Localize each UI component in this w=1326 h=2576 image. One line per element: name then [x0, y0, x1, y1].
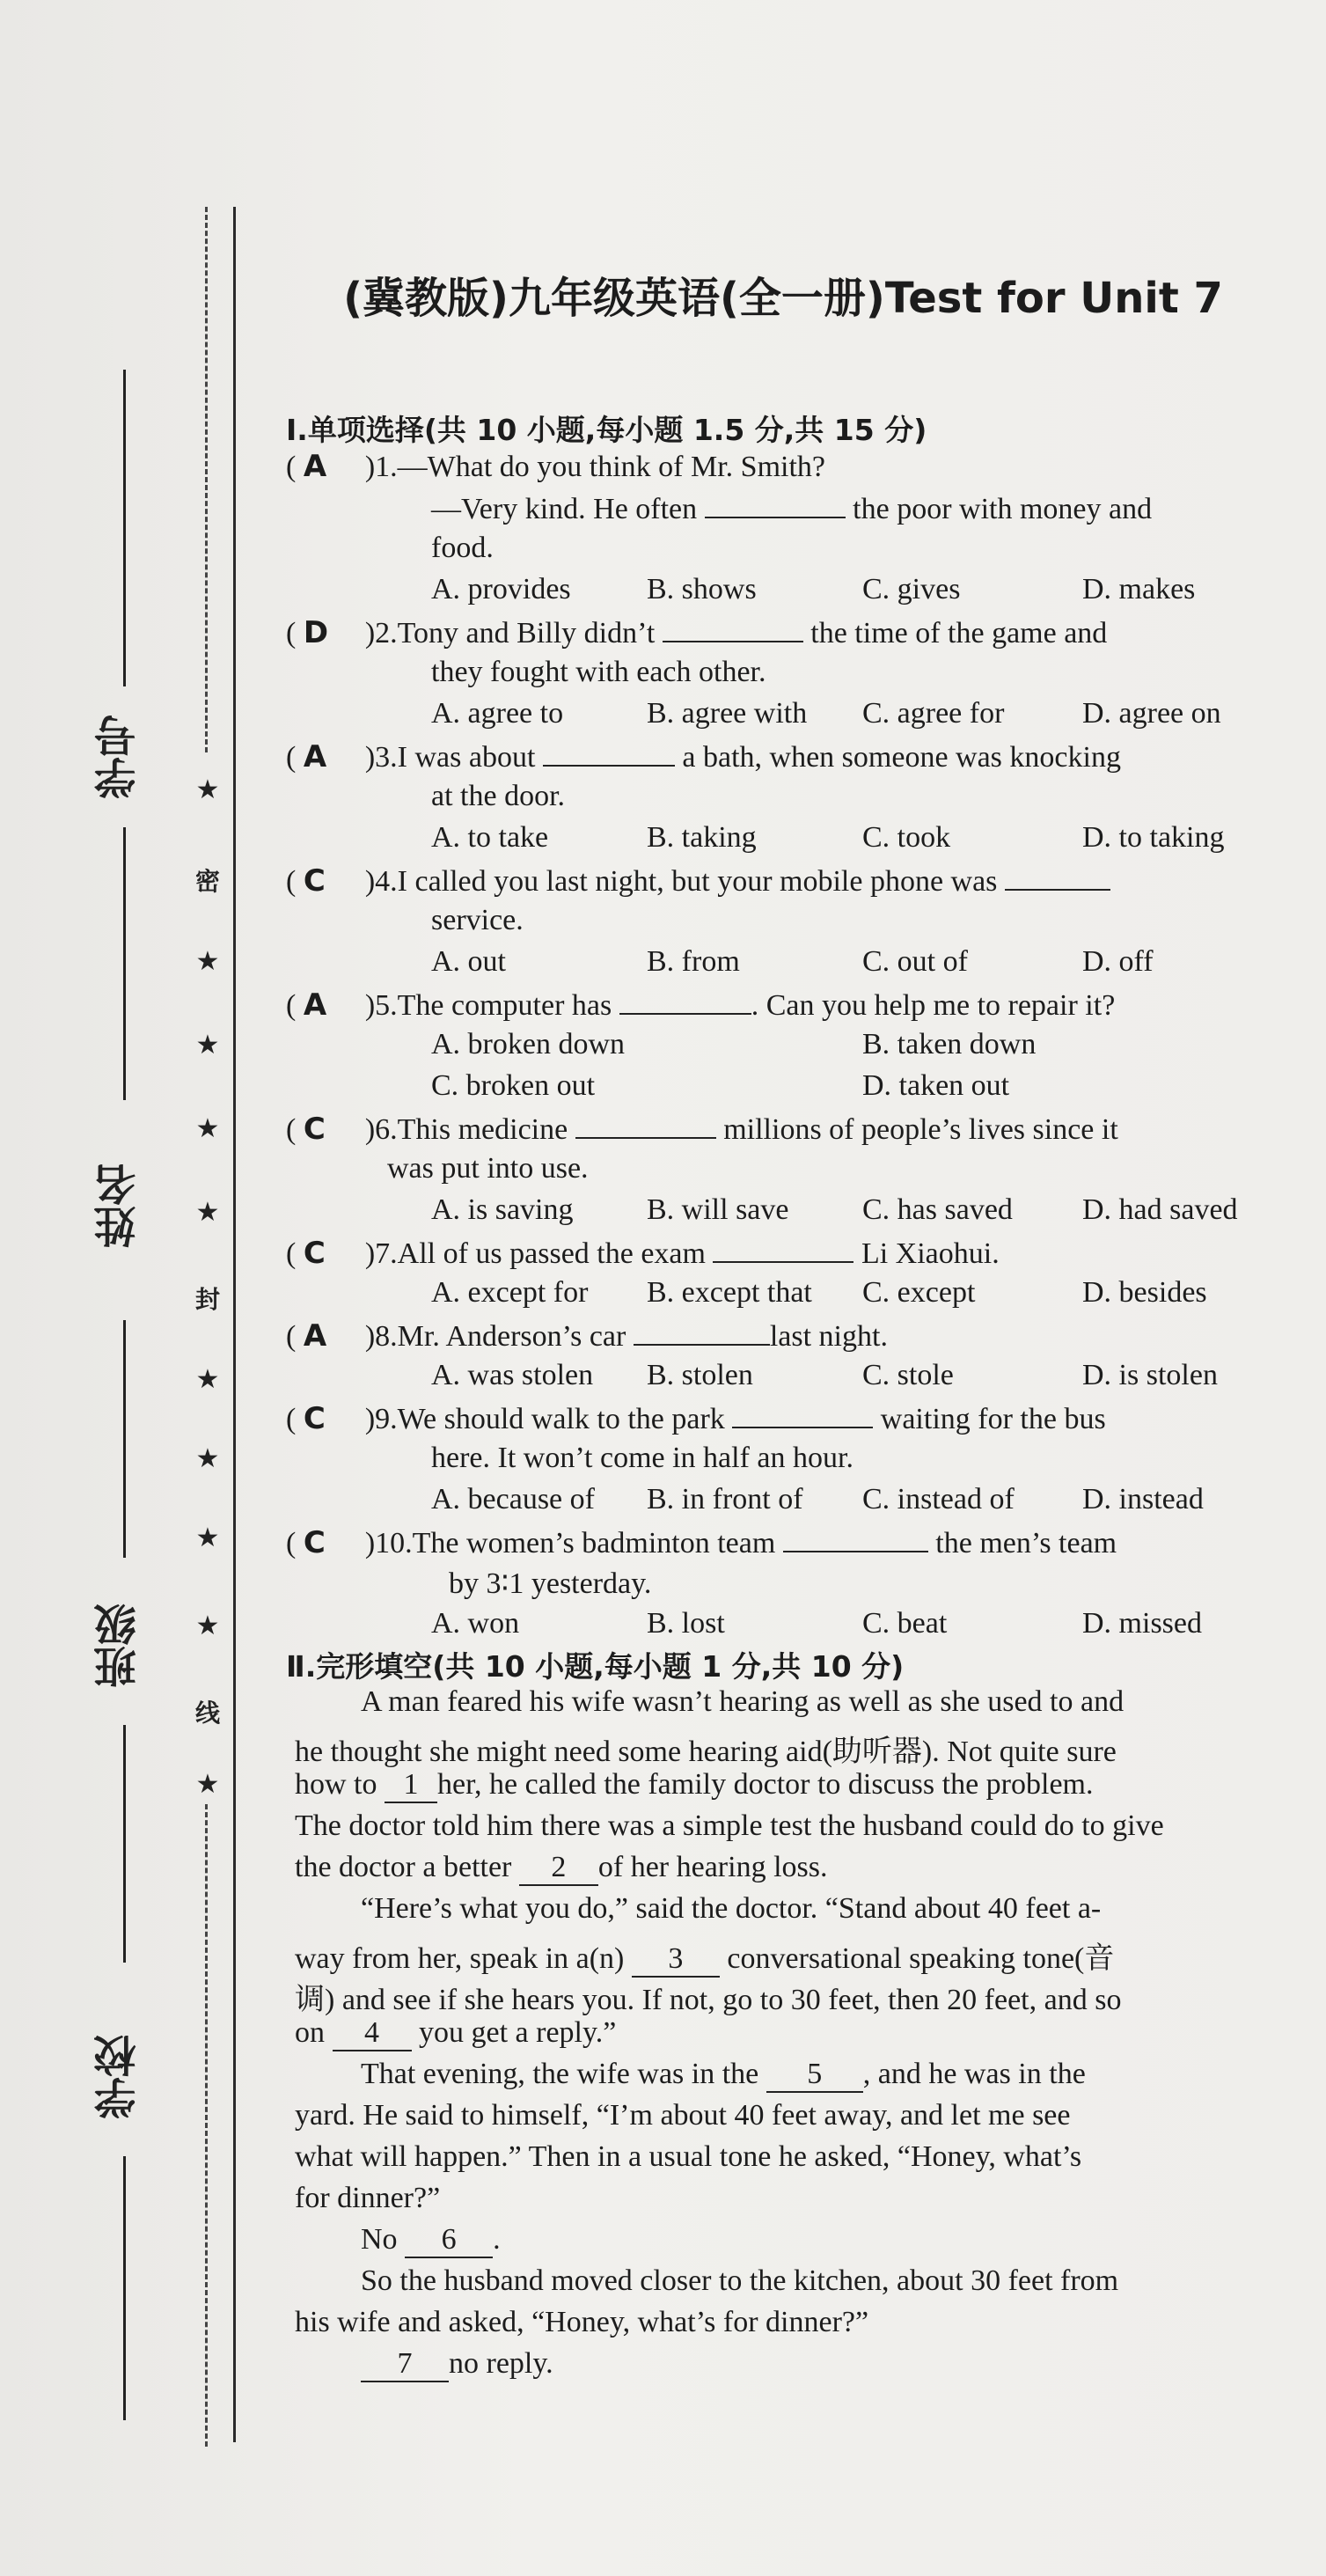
question-6: ( C )6.This medicine millions of people’s lives since it [286, 1112, 1118, 1147]
star-icon: ★ [195, 1364, 220, 1395]
cloze-blank[interactable]: 7 [361, 2347, 449, 2382]
margin-rule [233, 207, 236, 2442]
star-icon: ★ [195, 1523, 220, 1553]
star-icon: ★ [195, 1113, 220, 1144]
option: C. gives [862, 573, 961, 605]
cloze-blank[interactable]: 5 [766, 2058, 863, 2093]
option: B. shows [647, 573, 757, 605]
option: D. to taking [1082, 821, 1225, 854]
seal-char-xian: 线 [194, 1699, 220, 1728]
option: D. taken out [862, 1069, 1010, 1102]
cloze-blank[interactable]: 6 [405, 2223, 493, 2258]
option: B. in front of [647, 1483, 803, 1516]
question-3: ( A )3.I was about a bath, when someone was knocking [286, 739, 1121, 774]
option: A. agree to [431, 697, 564, 730]
name-underline [123, 1320, 126, 1558]
star-icon: ★ [195, 1197, 220, 1228]
option: A. broken down [431, 1028, 626, 1060]
cloze-line: 调) and see if she hears you. If not, go to 30 feet, then 20 feet, and so [295, 1984, 1122, 2016]
cloze-line: A man feared his wife wasn’t hearing as well as she used to and [361, 1685, 1125, 1718]
question-2: ( D )2.Tony and Billy didn’t the time of the game and [286, 615, 1108, 650]
option: B. will save [647, 1193, 789, 1226]
cloze-line: on 4 you get a reply.” [295, 2016, 616, 2051]
cloze-line: for dinner?” [295, 2182, 441, 2214]
question-7: ( C )7.All of us passed the exam Li Xiaohui. [286, 1236, 1000, 1271]
student-id-label: 学号 [94, 715, 143, 799]
option: D. makes [1082, 573, 1196, 605]
page-title: (冀教版)九年级英语(全一册)Test for Unit 7 [343, 274, 1223, 323]
section-heading: Ⅱ.完形填空(共 10 小题,每小题 1 分,共 10 分) [286, 1649, 905, 1684]
question-4: ( C )4.I called you last night, but your mobile phone was [286, 862, 1110, 899]
question-6-line2: was put into use. [387, 1152, 589, 1185]
option: C. out of [862, 945, 968, 978]
option: A. to take [431, 821, 549, 854]
option: B. from [647, 945, 740, 978]
option: D. off [1082, 945, 1154, 978]
option: B. except that [647, 1276, 812, 1309]
option: D. had saved [1082, 1193, 1238, 1226]
cloze-line: So the husband moved closer to the kitchen, about 30 feet from [361, 2264, 1119, 2297]
cloze-line: yard. He said to himself, “I’m about 40 feet away, and let me see [295, 2099, 1071, 2132]
cloze-blank[interactable]: 3 [632, 1942, 720, 1978]
question-8: ( A )8.Mr. Anderson’s car last night. [286, 1318, 888, 1354]
option: B. taken down [862, 1028, 1037, 1060]
option: A. except for [431, 1276, 589, 1309]
option: C. instead of [862, 1483, 1015, 1516]
option: D. instead [1082, 1483, 1204, 1516]
option: D. is stolen [1082, 1359, 1218, 1391]
question-1: ( A )1.—What do you think of Mr. Smith? [286, 449, 826, 484]
star-icon: ★ [195, 1030, 220, 1060]
option: A. won [431, 1607, 520, 1640]
cloze-line: what will happen.” Then in a usual tone he asked, “Honey, what’s [295, 2140, 1082, 2173]
seal-char-feng: 封 [194, 1285, 220, 1314]
name-label: 姓名 [94, 1163, 143, 1248]
option: C. stole [862, 1359, 954, 1391]
class-underline [123, 1725, 126, 1963]
option: A. is saving [431, 1193, 574, 1226]
option: B. stolen [647, 1359, 753, 1391]
school-label: 学校 [94, 2035, 143, 2119]
school-underline [123, 2156, 126, 2420]
option: C. broken out [431, 1069, 596, 1102]
option: B. agree with [647, 697, 808, 730]
option: D. agree on [1082, 697, 1221, 730]
cloze-line: his wife and asked, “Honey, what’s for dinner?” [295, 2306, 869, 2338]
question-2-line2: they fought with each other. [431, 656, 766, 688]
cut-line-bottom [205, 1804, 208, 2447]
option: C. took [862, 821, 951, 854]
option: B. taking [647, 821, 757, 854]
name-top-line [123, 827, 126, 1100]
answer-mark: A [303, 449, 327, 484]
option: A. was stolen [431, 1359, 594, 1391]
question-10: ( C )10.The women’s badminton team the men’s team [286, 1525, 1117, 1560]
option: C. has saved [862, 1193, 1013, 1226]
question-5: ( A )5.The computer has . Can you help me to repair it? [286, 987, 1116, 1023]
option: D. besides [1082, 1276, 1207, 1309]
cloze-blank[interactable]: 4 [333, 2016, 412, 2051]
option: A. provides [431, 573, 571, 605]
question-4-line2: service. [431, 904, 524, 936]
option: A. out [431, 945, 506, 978]
cloze-line: “Here’s what you do,” said the doctor. “Stand about 40 feet a- [361, 1892, 1102, 1925]
cloze-line: he thought she might need some hearing aid(助听器). Not quite sure [295, 1736, 1117, 1768]
option: C. except [862, 1276, 976, 1309]
star-icon: ★ [195, 774, 220, 805]
cut-line-top [205, 207, 208, 752]
cloze-line: The doctor told him there was a simple test the husband could do to give [295, 1809, 1164, 1842]
question-9-line2: here. It won’t come in half an hour. [431, 1442, 853, 1474]
cloze-line: 7 no reply. [361, 2347, 553, 2382]
cloze-line: No 6 . [361, 2223, 501, 2258]
star-icon: ★ [195, 1769, 220, 1800]
class-label: 班级 [94, 1604, 143, 1688]
cloze-line: the doctor a better 2 of her hearing loss. [295, 1851, 828, 1886]
question-1-line2: —Very kind. He often the poor with money and [431, 490, 1152, 526]
question-3-line2: at the door. [431, 780, 566, 812]
star-icon: ★ [195, 1611, 220, 1641]
star-icon: ★ [195, 1443, 220, 1474]
option: C. beat [862, 1607, 948, 1640]
option: B. lost [647, 1607, 725, 1640]
cloze-line: way from her, speak in a(n) 3 conversational speaking tone(音 [295, 1934, 1114, 1978]
question-10-line2: by 3∶1 yesterday. [449, 1567, 652, 1600]
option: D. missed [1082, 1607, 1202, 1640]
cloze-line: That evening, the wife was in the 5 , and he was in the [361, 2058, 1086, 2093]
cloze-blank[interactable]: 1 [385, 1768, 437, 1803]
option: C. agree for [862, 697, 1005, 730]
cloze-blank[interactable]: 2 [519, 1851, 598, 1886]
question-1-line3: food. [431, 532, 494, 564]
id-underline [123, 370, 126, 686]
section-heading: Ⅰ.单项选择(共 10 小题,每小题 1.5 分,共 15 分) [286, 413, 927, 447]
seal-char-mi: 密 [194, 867, 220, 896]
question-9: ( C )9.We should walk to the park waiting for the bus [286, 1401, 1106, 1436]
cloze-line: how to 1 her, he called the family doctor to discuss the problem. [295, 1768, 1093, 1803]
option: A. because of [431, 1483, 595, 1516]
star-icon: ★ [195, 946, 220, 977]
